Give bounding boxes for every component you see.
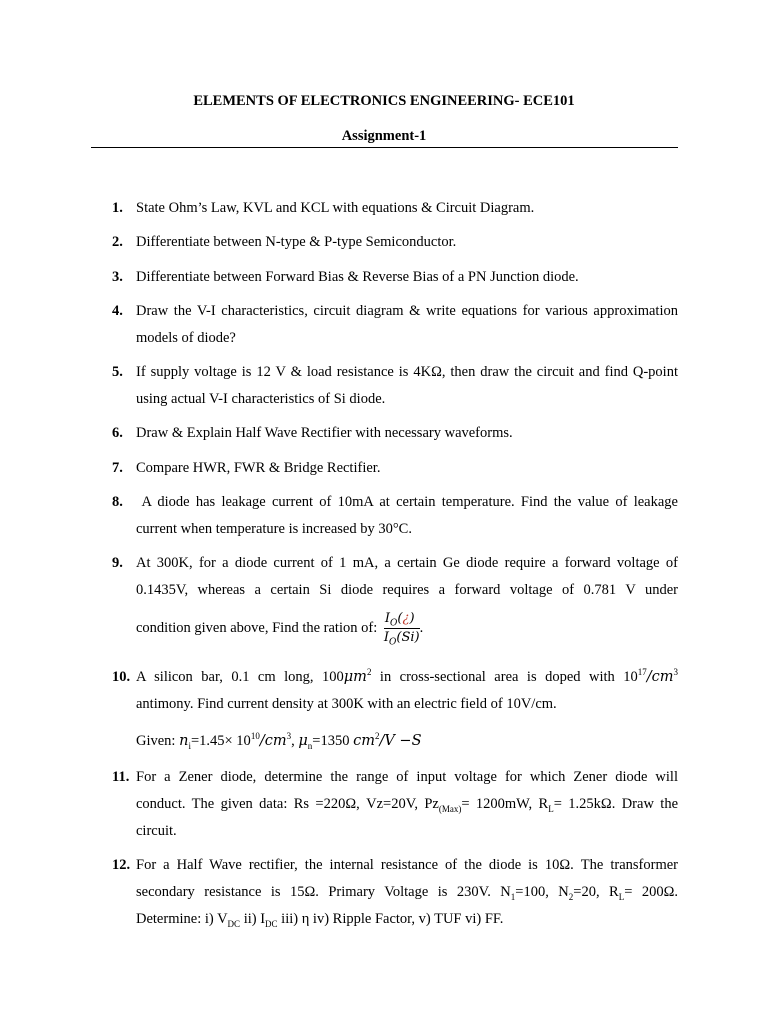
question-text: If supply voltage is 12 V & load resistance is 4KΩ, then draw the circuit and find Q-point [136,364,678,380]
question-number: 8. [112,494,123,510]
question-number: 2. [112,234,123,250]
question-number: 10. [112,669,131,685]
question-3 [112,264,678,291]
question-text: models of diode? [136,330,236,346]
question-text: A silicon bar, 0.1 cm long, $100\mu m^2$ in cross-sectional area is doped with $10^{17}/cm^3$ [136,667,678,685]
question-1 [112,195,678,222]
question-text: current when temperature is increased by 30°C. [136,521,412,537]
question-number: 5. [112,364,123,380]
question-number: 9. [112,555,123,571]
question-number: 6. [112,425,123,441]
question-6 [112,420,678,447]
question-number: 4. [112,303,123,319]
given-values: Given: $n_i=1.45\times 10^{10}/cm^3$, $\mu_n=1350$ $cm^2/V -S$ [136,731,422,751]
question-7 [112,455,678,482]
question-2 [112,229,678,256]
question-5 [112,359,678,413]
question-text: 0.1435V, whereas a certain Si diode requires a forward voltage of 0.781 V under [136,582,678,598]
question-text: circuit. [136,823,177,839]
header-rule [91,147,678,148]
question-11 [112,764,678,845]
question-text: A diode has leakage current of 10mA at certain temperature. Find the value of leakage [136,494,678,510]
question-text: For a Zener diode, determine the range of input voltage for which Zener diode will [136,769,678,785]
question-text: For a Half Wave rectifier, the internal resistance of the diode is 10Ω. The transformer [136,857,678,873]
question-text: Draw the V-I characteristics, circuit diagram & write equations for various approximation [136,303,678,319]
question-text: using actual V-I characteristics of Si diode. [136,391,386,407]
question-9 [112,550,678,652]
question-text-with-fraction: condition given above, Find the ration of: $\frac{I_O(¿)}{I_O(Si)}$ . [136,611,424,648]
page-title: ELEMENTS OF ELECTRONICS ENGINEERING- ECE101 [193,93,575,109]
assignment-subtitle: Assignment-1 [341,128,427,144]
question-number: 1. [112,200,123,216]
question-number: 3. [112,269,123,285]
question-10 [112,664,678,755]
question-text: State Ohm’s Law, KVL and KCL with equations & Circuit Diagram. [136,200,535,216]
question-12 [112,852,678,933]
question-text: Differentiate between N-type & P-type Semiconductor. [136,234,457,250]
question-text: Draw & Explain Half Wave Rectifier with necessary waveforms. [136,425,513,441]
question-text: Differentiate between Forward Bias & Reverse Bias of a PN Junction diode. [136,269,579,285]
question-number: 12. [112,857,131,873]
question-number: 7. [112,460,123,476]
question-text: secondary resistance is 15Ω. Primary Voltage is 230V. $N_1=100$, $N_2=20$, $R_L= 200\Omega$. [136,884,678,902]
question-8 [112,489,678,543]
question-text: At 300K, for a diode current of 1 mA, a certain Ge diode require a forward voltage of [136,555,678,571]
fraction-numerator: $I_O(¿)$ [384,610,420,629]
question-4 [112,298,678,352]
question-text: Compare HWR, FWR & Bridge Rectifier. [136,460,381,476]
question-text: Determine: i) $V_{DC}$ ii) $I_{DC}$ iii) η iv) Ripple Factor, v) TUF vi) FF. [136,911,504,929]
fraction-denominator: $I_O(Si)$ [383,630,420,648]
ratio-fraction [384,610,420,647]
question-number: 11. [112,769,130,785]
question-text: antimony. Find current density at 300K with an electric field of 10V/cm. [136,696,557,712]
question-text: conduct. The given data: Rs =220Ω, Vz=20V, $Pz_{(Max)}= 1200mW$, $R_L= 1.25k\Omega$. Draw the [136,796,678,814]
